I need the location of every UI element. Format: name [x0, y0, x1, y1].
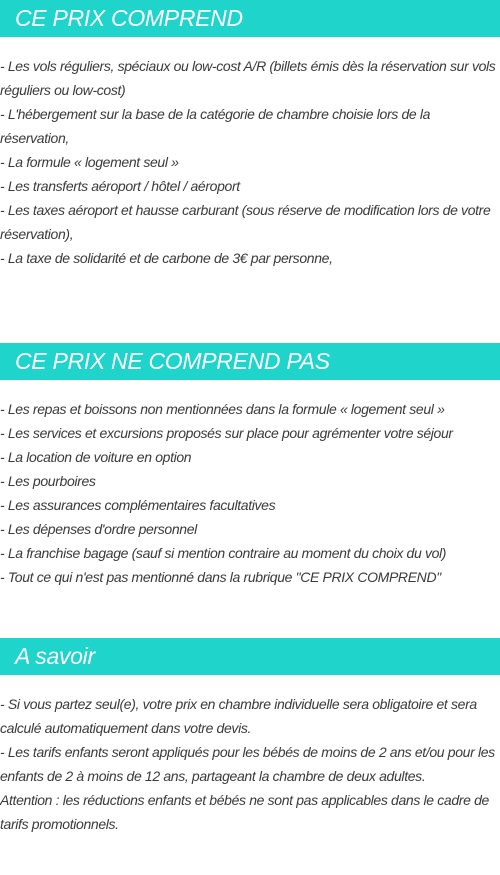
list-item: - Les taxes aéroport et hausse carburant (sous réserve de modification lors de votre réservation), — [0, 202, 491, 242]
list-item: - Les pourboires — [0, 473, 96, 489]
list-item: - L'hébergement sur la base de la catégorie de chambre choisie lors de la réservation, — [0, 106, 431, 146]
list-item: - Les vols réguliers, spéciaux ou low-cost A/R (billets émis dès la réservation sur vols réguliers ou low-cost) — [0, 58, 496, 98]
list-item: - Les repas et boissons non mentionnées dans la formule « logement seul » — [0, 401, 445, 417]
list-item: - La taxe de solidarité et de carbone de 3€ par personne, — [0, 250, 333, 266]
list-item: - Tout ce qui n'est pas mentionné dans la rubrique "CE PRIX COMPREND" — [0, 569, 441, 585]
section-header-not-included: CE PRIX NE COMPREND PAS — [0, 343, 500, 380]
list-item: - Les dépenses d'ordre personnel — [0, 521, 197, 537]
list-item: - Les assurances complémentaires facultatives — [0, 497, 276, 513]
a-savoir-list — [0, 692, 500, 836]
section-header-included: CE PRIX COMPREND — [0, 0, 500, 37]
list-item: Attention : les réductions enfants et bébés ne sont pas applicables dans le cadre de tarifs promotionnels. — [0, 792, 489, 832]
list-item: - Les services et excursions proposés sur place pour agrémenter votre séjour — [0, 425, 453, 441]
list-item: - Les tarifs enfants seront appliqués pour les bébés de moins de 2 ans et/ou pour les enfants de 2 à moins de 12 ans, partageant la chambre de deux adultes. — [0, 744, 495, 784]
section-header-a-savoir: A savoir — [0, 638, 500, 675]
included-list — [0, 54, 500, 270]
list-item: - La franchise bagage (sauf si mention contraire au moment du choix du vol) — [0, 545, 447, 561]
list-item: - Les transferts aéroport / hôtel / aéroport — [0, 178, 240, 194]
list-item: - La formule « logement seul » — [0, 154, 179, 170]
not-included-list — [0, 397, 500, 589]
list-item: - Si vous partez seul(e), votre prix en chambre individuelle sera obligatoire et sera calculé automatiquement dans votre devis. — [0, 696, 477, 736]
list-item: - La location de voiture en option — [0, 449, 192, 465]
